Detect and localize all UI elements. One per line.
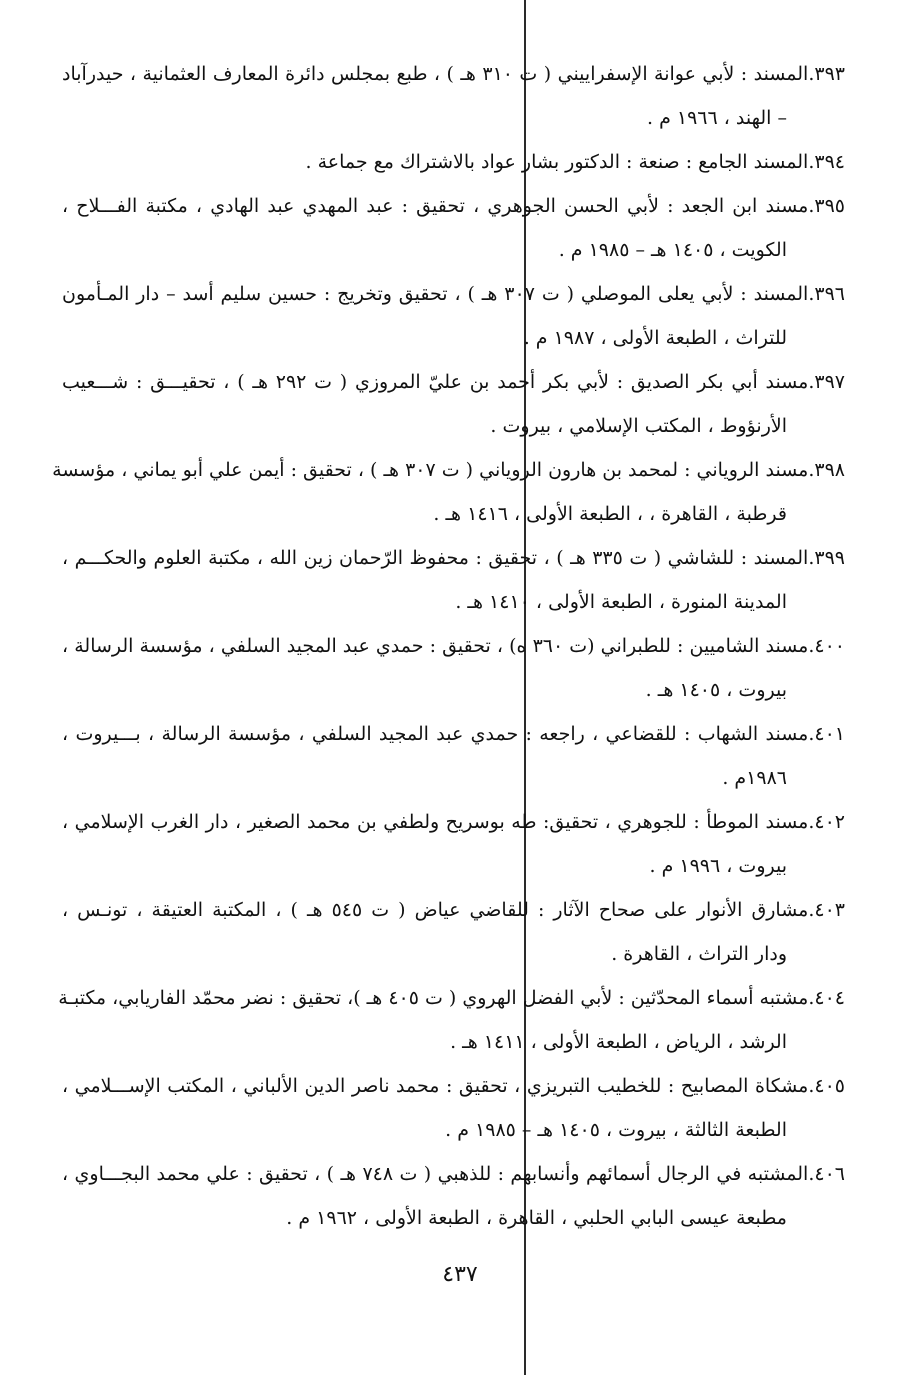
bibliography-entry-399 [62, 536, 845, 624]
entry-number: ٣٩٨. [808, 459, 845, 481]
bibliography-entry-396 [62, 272, 845, 360]
entry-line: مشارق الأنوار على صحاح الآثار : للقاضي عياض ( ت ٥٤٥ هـ ) ، المكتبة العتيقة ، تونـس ، [62, 899, 809, 921]
entry-line: قرطبة ، القاهرة ، ، الطبعة الأولى ، ١٤١٦ هـ . [433, 503, 787, 525]
entry-number: ٤٠٣. [808, 899, 845, 921]
entry-number: ٤٠٢. [808, 811, 845, 833]
entry-line: الكويت ، ١٤٠٥ هـ – ١٩٨٥ م . [558, 239, 787, 261]
bibliography-entry-404 [58, 976, 845, 1064]
bibliography-entry-394 [62, 140, 845, 184]
entry-line: – الهند ، ١٩٦٦ م . [646, 107, 787, 129]
entry-number: ٤٠١. [808, 723, 845, 745]
bibliography-entry-398 [52, 448, 845, 536]
entry-number: ٣٩٦. [808, 283, 845, 305]
entry-line: بيروت ، ١٩٩٦ م . [649, 855, 787, 877]
entry-line: مشكاة المصابيح : للخطيب التبريزي ، تحقيق : محمد ناصر الدين الألباني ، المكتب الإســـلامي ، [62, 1075, 809, 1097]
entry-line: مسند الشاميين : للطبراني (ت ٣٦٠ ه) ، تحقيق : حمدي عبد المجيد السلفي ، مؤسسة الرسالة ، [62, 635, 809, 657]
entry-line: المسند الجامع : صنعة : الدكتور بشار عواد بالاشتراك مع جماعة . [305, 151, 809, 173]
entry-line: الرشد ، الرياض ، الطبعة الأولى ، ١٤١١ هـ . [450, 1031, 787, 1053]
entry-line: الطبعة الثالثة ، بيروت ، ١٤٠٥ هـ – ١٩٨٥ م . [445, 1119, 787, 1141]
entry-line: مسند الموطأ : للجوهري ، تحقيق: طه بوسريح ولطفي بن محمد الصغير ، دار الغرب الإسلامي ، [62, 811, 809, 833]
bibliography-entry-400 [62, 624, 845, 712]
entry-number: ٣٩٣. [808, 63, 845, 85]
entry-number: ٤٠٥. [808, 1075, 845, 1097]
bibliography-list [52, 52, 845, 1240]
entry-number: ٤٠٠. [808, 635, 845, 657]
entry-line: مسند الشهاب : للقضاعي ، راجعه : حمدي عبد المجيد السلفي ، مؤسسة الرسالة ، بـــيروت ، [62, 723, 809, 745]
entry-line: المسند : للشاشي ( ت ٣٣٥ هـ ) ، تحقيق : محفوظ الرّحمان زين الله ، مكتبة العلوم والحكـــم ، [62, 547, 809, 569]
bibliography-entry-395 [62, 184, 845, 272]
entry-line: بيروت ، ١٤٠٥ هـ . [645, 679, 787, 701]
entry-line: المشتبه في الرجال أسمائهم وأنسابهم : للذهبي ( ت ٧٤٨ هـ ) ، تحقيق : علي محمد البجـــاوي ، [62, 1163, 809, 1185]
entry-line: مطبعة عيسى البابي الحلبي ، القاهرة ، الطبعة الأولى ، ١٩٦٢ م . [286, 1207, 787, 1229]
entry-number: ٣٩٧. [808, 371, 845, 393]
entry-line: المدينة المنورة ، الطبعة الأولى ، ١٤١٠ هـ . [455, 591, 787, 613]
entry-number: ٤٠٦. [808, 1163, 845, 1185]
entry-line: للتراث ، الطبعة الأولى ، ١٩٨٧ م . [523, 327, 787, 349]
bibliography-entry-403 [62, 888, 845, 976]
entry-line: ودار التراث ، القاهرة . [611, 943, 787, 965]
entry-number: ٣٩٥. [808, 195, 845, 217]
bibliography-entry-397 [62, 360, 845, 448]
bibliography-entry-401 [62, 712, 845, 800]
entry-line: الأرنؤوط ، المكتب الإسلامي ، بيروت . [490, 415, 787, 437]
entry-number: ٤٠٤. [808, 987, 845, 1009]
entry-line: مسند ابن الجعد : لأبي الحسن الجوهري ، تحقيق : عبد المهدي عبد الهادي ، مكتبة الفـــلاح ، [62, 195, 809, 217]
entry-line: ١٩٨٦م . [722, 767, 787, 789]
bibliography-entry-402 [62, 800, 845, 888]
entry-number: ٣٩٩. [808, 547, 845, 569]
entry-number: ٣٩٤. [808, 151, 845, 173]
entry-line: مسند الروياني : لمحمد بن هارون الروياني ( ت ٣٠٧ هـ ) ، تحقيق : أيمن علي أبو يماني ، مؤسسة [52, 459, 809, 481]
page-number: ٤٣٧ [442, 1262, 478, 1287]
entry-line: المسند : لأبي عوانة الإسفراييني ( ت ٣١٠ هـ ) ، طبع بمجلس دائرة المعارف العثمانية ، حيدرآباد [62, 63, 809, 85]
entry-line: المسند : لأبي يعلى الموصلي ( ت ٣٠٧ هـ ) ، تحقيق وتخريج : حسين سليم أسد – دار المـأمون [62, 283, 809, 305]
entry-line: مشتبه أسماء المحدّثين : لأبي الفضل الهروي ( ت ٤٠٥ هـ )، تحقيق : نضر محمّد الفاريابي، مكتبـة [58, 987, 809, 1009]
bibliography-entry-406 [62, 1152, 845, 1240]
entry-line: مسند أبي بكر الصديق : لأبي بكر أحمد بن عليّ المروزي ( ت ٢٩٢ هـ ) ، تحقيـــق : شـــعيب [62, 371, 809, 393]
bibliography-entry-405 [62, 1064, 845, 1152]
bibliography-entry-393 [62, 52, 845, 140]
